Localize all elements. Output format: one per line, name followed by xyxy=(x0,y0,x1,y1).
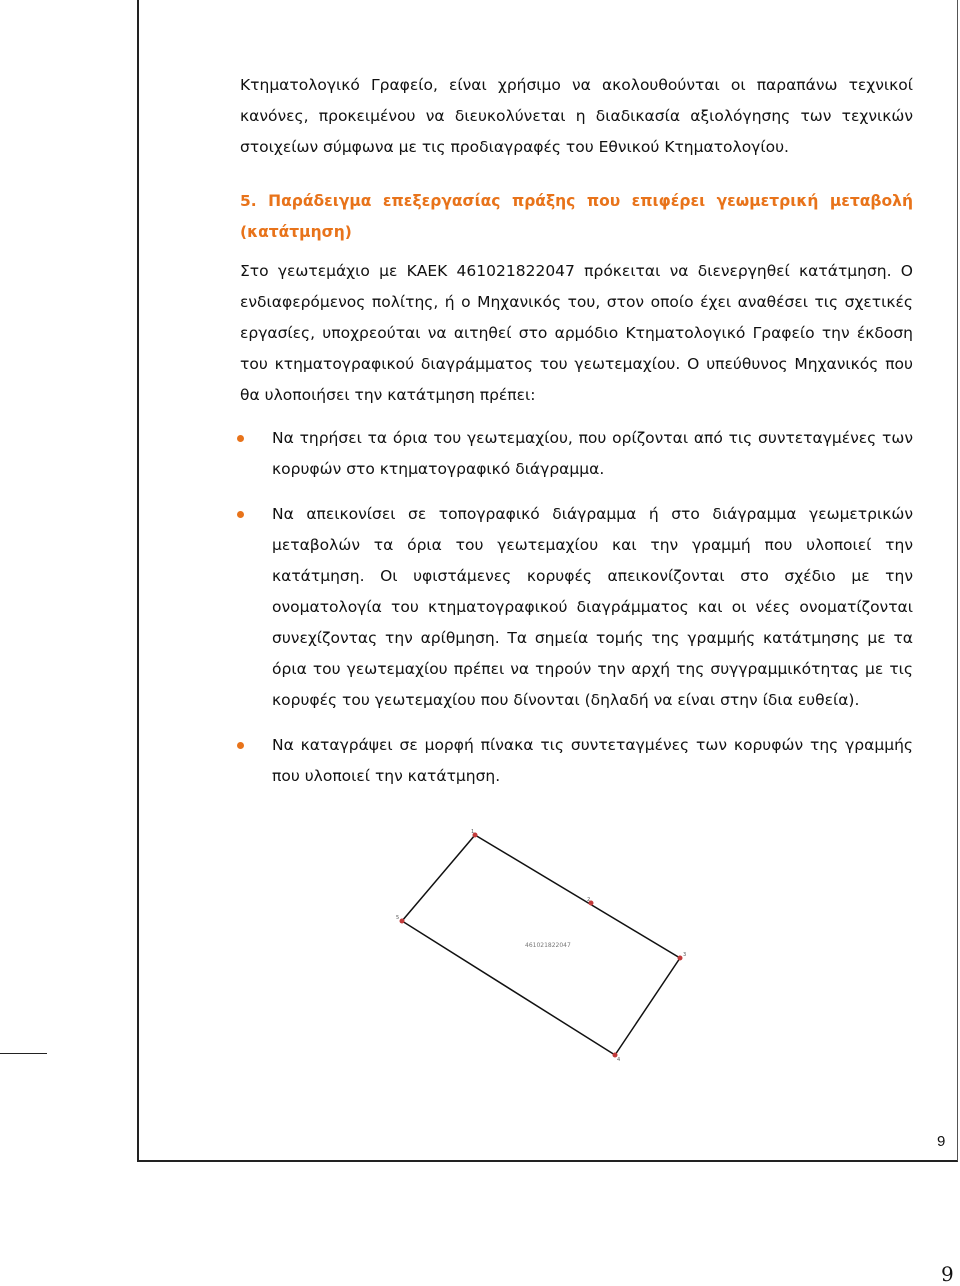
list-item xyxy=(240,730,913,792)
page-number: 9 xyxy=(937,1133,946,1150)
vertex-label: 3 xyxy=(683,952,687,958)
intro-paragraph: Κτηματολογικό Γραφείο, είναι χρήσιμο να ακολουθούνται οι παραπάνω τεχνικοί κανόνες, προκειμένου να διευκολύνεται η διαδικασία αξιολόγησης των τεχνικών στοιχείων σύμφωνα με τις προδιαγραφές του Εθνικού Κτηματολογίου. xyxy=(240,76,913,156)
bullet-icon xyxy=(237,435,244,442)
bullet-icon xyxy=(237,742,244,749)
vertex-label: 4 xyxy=(617,1057,621,1063)
vertex-marker xyxy=(678,956,683,961)
parcel-diagram xyxy=(395,823,700,1063)
list-item-text: Να τηρήσει τα όρια του γεωτεμαχίου, που ορίζονται από τις συντεταγμένες των κορυφών στο κτηματογραφικό διάγραμμα. xyxy=(272,429,913,478)
list-item-text: Να απεικονίσει σε τοπογραφικό διάγραμμα ή στο διάγραμμα γεωμετρικών μεταβολών τα όρια του γεωτεμαχίου και την γραμμή που υλοποιεί την κατάτμηση. Οι υφιστάμενες κορυφές απεικονίζονται στο σχέδιο με την ονοματολογία του κτηματογραφικού διαγράμματος και οι νέες ονοματίζονται συνεχίζοντας την αρίθμηση. Τα σημεία τομής της γραμμής κατάτμησης με τα όρια του γεωτεμαχίου πρέπει να τηρούν την αρχή της συγγραμμικότητας με τις κορυφές του γεωτεμαχίου που δίνονται (δηλαδή να είναι στην ίδια ευθεία). xyxy=(272,505,913,709)
requirements-list xyxy=(240,423,913,792)
page-number-outer: 9 xyxy=(941,1262,954,1286)
list-item xyxy=(240,423,913,485)
vertex-label: 1 xyxy=(471,829,475,835)
vertex-label: 5 xyxy=(396,915,400,921)
body-paragraph: Στο γεωτεμάχιο με ΚΑΕΚ 461021822047 πρόκειται να διενεργηθεί κατάτμηση. Ο ενδιαφερόμενος πολίτης, ή ο Μηχανικός του, στον οποίο έχει αναθέσει τις σχετικές εργασίες, υποχρεούται να αιτηθεί στο αρμόδιο Κτηματολογικό Γραφείο την έκδοση του κτηματογραφικού διαγράμματος του γεωτεμαχίου. Ο υπεύθυνος Μηχανικός που θα υλοποιήσει την κατάτμηση πρέπει: xyxy=(240,262,913,404)
list-item-text: Να καταγράψει σε μορφή πίνακα τις συντεταγμένες των κορυφών της γραμμής που υλοποιεί την κατάτμηση. xyxy=(272,736,913,785)
section-heading: 5. Παράδειγμα επεξεργασίας πράξης που επιφέρει γεωμετρική μεταβολή (κατάτμηση) xyxy=(240,192,913,241)
bullet-icon xyxy=(237,511,244,518)
footnote-rule xyxy=(0,1053,47,1054)
vertex-marker xyxy=(400,919,405,924)
document-body xyxy=(240,70,913,806)
vertex-label: 2 xyxy=(587,897,591,903)
list-item xyxy=(240,499,913,716)
parcel-label: 461021822047 xyxy=(525,942,571,949)
